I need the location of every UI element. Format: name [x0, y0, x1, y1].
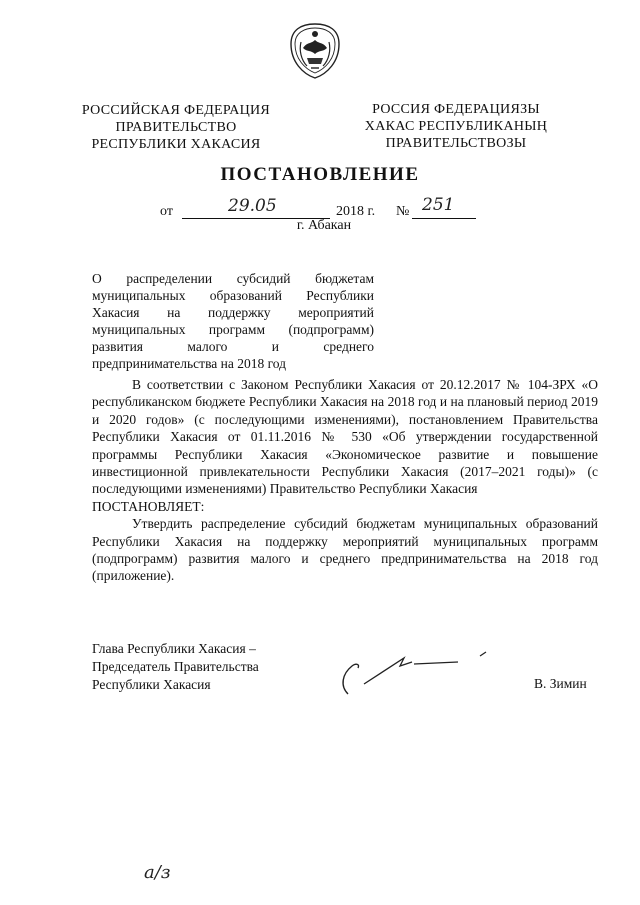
handwritten-signature: [334, 644, 494, 700]
signatory-title-line: Республики Хакасия: [92, 677, 211, 692]
year-text: 2018 г.: [336, 204, 376, 219]
signatory-title-line: Председатель Правительства: [92, 659, 259, 674]
signatory-title-line: Глава Республики Хакасия –: [92, 641, 256, 656]
document-body: [92, 376, 598, 585]
header-left-line: РЕСПУБЛИКИ ХАКАСИЯ: [91, 137, 261, 152]
header-right-line: РОССИЯ ФЕДЕРАЦИЯЗЫ: [372, 102, 540, 117]
handwritten-corner-mark: а/з: [144, 862, 171, 883]
decree-word: ПОСТАНОВЛЯЕТ:: [92, 498, 205, 514]
header-left-line: ПРАВИТЕЛЬСТВО: [115, 120, 237, 135]
body-paragraph: В соответствии с Законом Республики Хакасия от 20.12.2017 № 104-ЗРХ «О республиканском бюджете Республики Хакасия на 2018 год и на плановый период 2019 и 2020 годов» (с последующими изменениями), постановлением Правительства Республики Хакасия от 01.11.2016 № 530 «Об утверждении государственной программы Республики Хакасия «Экономическое развитие и повышение инвестиционной привлекательности Республики Хакасия (2017–2021 годы)» (с последующими изменениями) Правительство Республики Хакасия: [92, 377, 598, 497]
header-left-block: [80, 102, 272, 153]
signatory-name: В. Зимин: [534, 676, 587, 691]
number-label: №: [396, 204, 410, 219]
city-text: г. Абакан: [296, 218, 352, 233]
body-paragraph: Утвердить распределение субсидий бюджетам муниципальных образований Республики Хакасия на поддержку мероприятий муниципальных программ (подпрограмм) развития малого и среднего предпринимательства на 2018 год (приложение).: [92, 516, 598, 584]
handwritten-number: 251: [422, 195, 455, 215]
document-subject: О распределении субсидий бюджетам муниципальных образований Республики Хакасия на поддержку мероприятий муниципальных программ (подпрограмм) развития малого и среднего предпринимательства на 2018 год: [92, 271, 374, 371]
header-left-line: РОССИЙСКАЯ ФЕДЕРАЦИЯ: [81, 103, 271, 118]
document-title: ПОСТАНОВЛЕНИЕ: [220, 164, 420, 185]
handwritten-date: 29.05: [228, 196, 277, 216]
header-right-line: ПРАВИТЕЛЬСТВОЗЫ: [385, 136, 527, 151]
signatory-title: [92, 640, 312, 694]
header-right-block: [352, 101, 560, 152]
header-right-line: ХАКАС РЕСПУБЛИКАНЫҢ: [364, 119, 548, 134]
coat-of-arms-emblem: [289, 22, 341, 80]
date-prefix: от: [160, 204, 173, 219]
